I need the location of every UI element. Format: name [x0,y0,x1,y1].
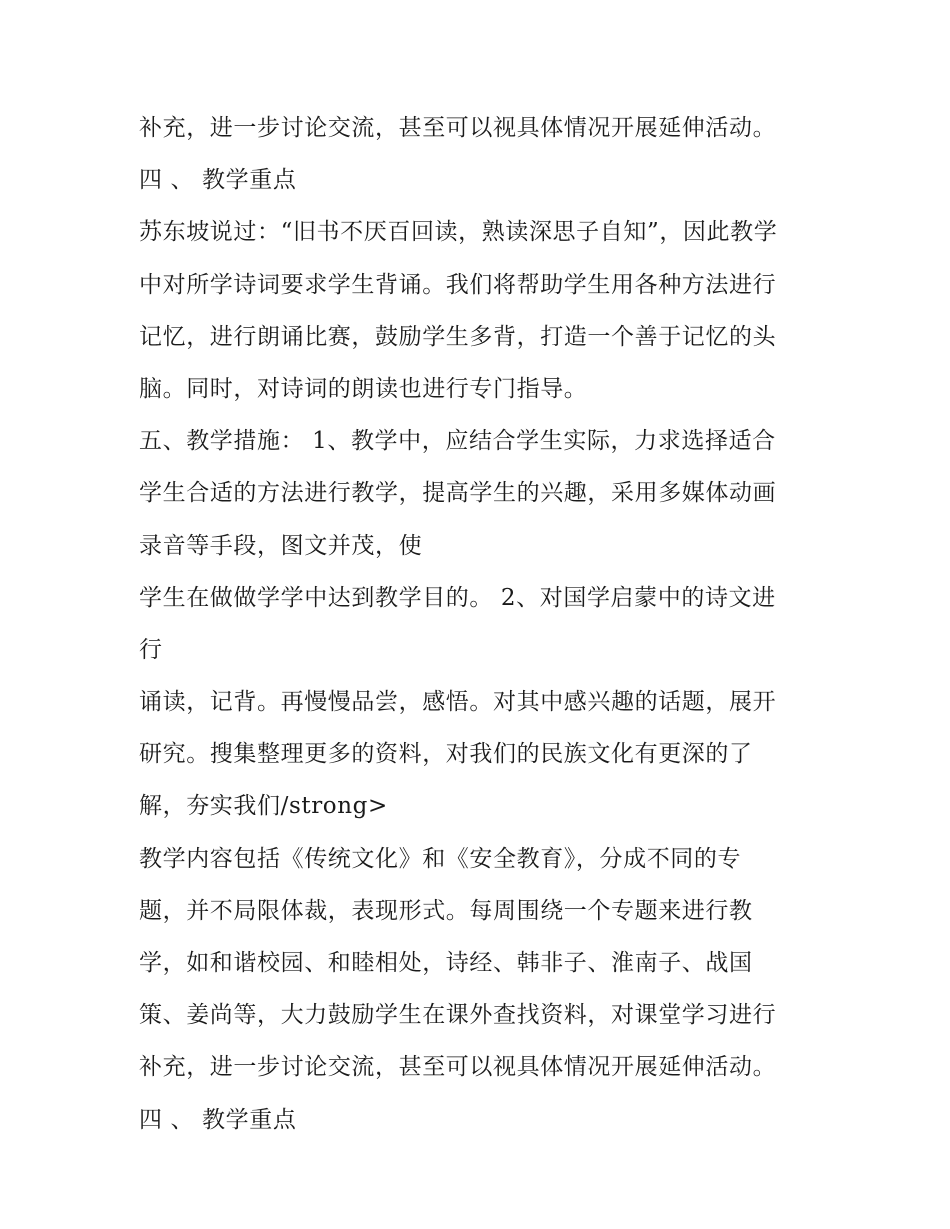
text-line: 题，并不局限体裁，表现形式。每周围绕一个专题来进行教 [139,897,753,924]
section-heading: 四 、 教学重点 [139,167,297,194]
text-line: 记忆，进行朗诵比赛，鼓励学生多背，打造一个善于记忆的头 [139,323,777,350]
section-heading: 四 、 教学重点 [139,1106,297,1133]
text-line: 诵读，记背。再慢慢品尝，感悟。对其中感兴趣的话题，展开 [139,689,777,716]
text-line: 学生合适的方法进行教学，提高学生的兴趣，采用多媒体动画 [139,480,777,507]
text-line: 研究。搜集整理更多的资料，对我们的民族文化有更深的了 [139,741,753,768]
text-line: 补充，进一步讨论交流，甚至可以视具体情况开展延伸活动。 [139,115,777,141]
text-line: 解，夯实我们/strong> [139,793,388,820]
text-line: 脑。同时，对诗词的朗读也进行专门指导。 [139,375,588,402]
text-line: 录音等手段，图文并茂，使 [139,532,423,559]
text-line: 中对所学诗词要求学生背诵。我们将帮助学生用各种方法进行 [139,271,777,298]
text-line: 学，如和谐校园、和睦相处，诗经、韩非子、淮南子、战国 [139,950,753,976]
text-line: 行 [139,636,163,663]
text-line: 补充，进一步讨论交流，甚至可以视具体情况开展延伸活动。 [139,1054,777,1081]
text-line: 学生在做做学学中达到教学目的。 2、对国学启蒙中的诗文进 [139,584,776,611]
text-line: 教学内容包括《传统文化》和《安全教育》，分成不同的专 [139,845,742,872]
text-line: 苏东坡说过：“旧书不厌百回读，熟读深思子自知”，因此教学 [139,219,778,246]
document-body [139,102,829,1146]
text-line: 策、姜尚等，大力鼓励学生在课外查找资料，对课堂学习进行 [139,1002,777,1029]
text-line: 五、教学措施： 1、教学中，应结合学生实际，力求选择适合 [139,428,776,455]
